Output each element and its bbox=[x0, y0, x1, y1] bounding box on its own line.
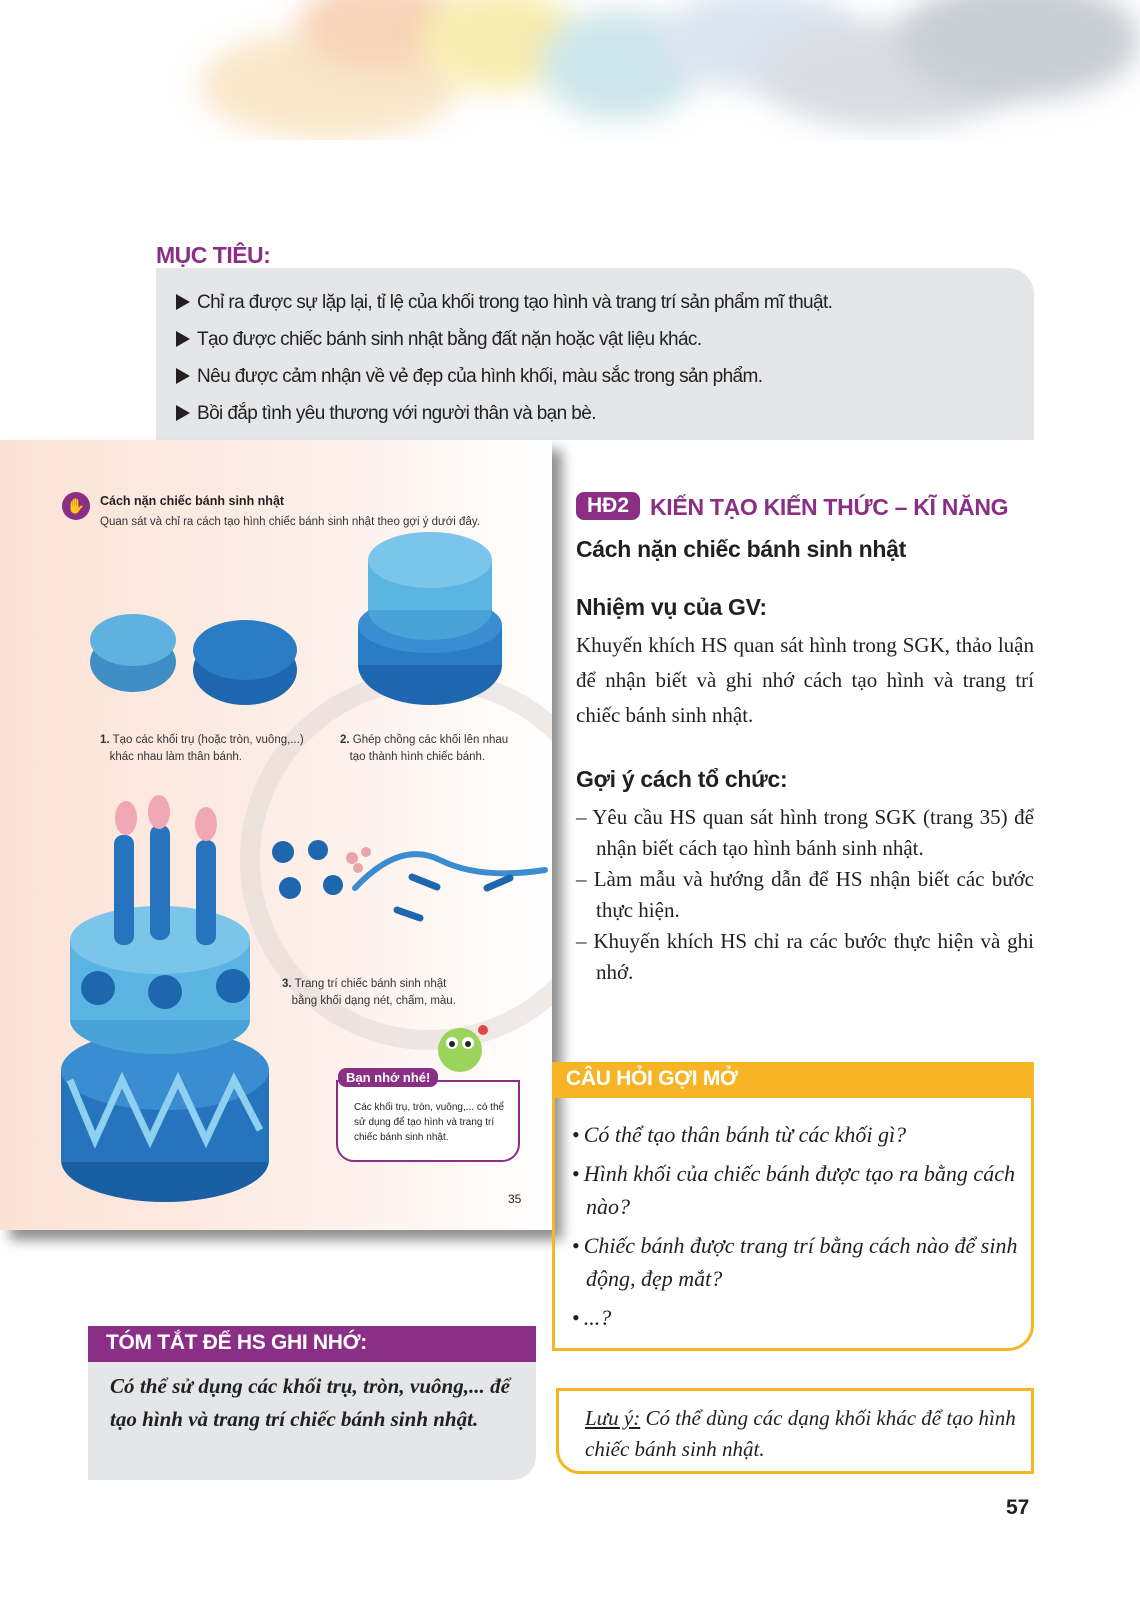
questions-header bbox=[552, 1062, 1034, 1098]
note-box bbox=[556, 1388, 1034, 1474]
hand-icon: ✋ bbox=[62, 492, 90, 520]
organization-item: – Làm mẫu và hướng dẫn để HS nhận biết các bước thực hiện. bbox=[576, 867, 1034, 922]
teacher-task-text: Khuyến khích HS quan sát hình trong SGK, thảo luận để nhận biết và ghi nhớ cách tạo hình và trang trí chiếc bánh sinh nhật. bbox=[576, 633, 1034, 727]
textbook-title: Cách nặn chiếc bánh sinh nhật bbox=[100, 494, 285, 508]
step-3-caption: 3. Trang trí chiếc bánh sinh nhật bằng khối dạng nét, chấm, màu. bbox=[282, 978, 456, 1007]
objectives-list bbox=[176, 292, 832, 440]
paint-splash-decoration bbox=[0, 0, 1140, 140]
summary-text: Có thể sử dụng các khối trụ, tròn, vuông,... để tạo hình và trang trí chiếc bánh sinh nhật. bbox=[88, 1362, 536, 1480]
arrow-bullet-icon bbox=[176, 368, 190, 384]
organization-item: – Yêu cầu HS quan sát hình trong SGK (trang 35) để nhận biết cách tạo hình bánh sinh nhật. bbox=[576, 805, 1034, 860]
question-item: • Có thể tạo thân bánh từ các khối gì? bbox=[572, 1118, 1022, 1151]
activity-subtitle: Cách nặn chiếc bánh sinh nhật bbox=[576, 536, 906, 562]
arrow-bullet-icon bbox=[176, 331, 190, 347]
textbook-page-number: 35 bbox=[508, 1192, 522, 1206]
note-text: Có thể dùng các dạng khối khác để tạo hình chiếc bánh sinh nhật. bbox=[585, 1406, 1016, 1461]
textbook-page-image bbox=[0, 440, 552, 1230]
step-1-caption: 1. Tạo các khối trụ (hoặc tròn, vuông,...) khác nhau làm thân bánh. bbox=[100, 734, 304, 763]
candle bbox=[114, 835, 134, 945]
objective-item: Bồi đắp tình yêu thương với người thân và bạn bè. bbox=[176, 403, 832, 440]
page-number: 57 bbox=[1006, 1496, 1030, 1519]
activity-badge: HĐ2 bbox=[576, 492, 640, 520]
objective-item: Nêu được cảm nhận về vẻ đẹp của hình khối, màu sắc trong sản phẩm. bbox=[176, 366, 832, 403]
reminder-badge: Bạn nhớ nhé! bbox=[338, 1068, 438, 1087]
teacher-task-title: Nhiệm vụ của GV: bbox=[576, 594, 767, 620]
organization-title: Gợi ý cách tổ chức: bbox=[576, 766, 788, 792]
activity-title: KIẾN TẠO KIẾN THỨC – KĨ NĂNG bbox=[650, 494, 1009, 520]
arrow-bullet-icon bbox=[176, 405, 190, 421]
note-label: Lưu ý: bbox=[585, 1406, 641, 1430]
objective-item: Tạo được chiếc bánh sinh nhật bằng đất nặn hoặc vật liệu khác. bbox=[176, 329, 832, 366]
summary-title: TÓM TẮT ĐỂ HS GHI NHỚ: bbox=[106, 1331, 367, 1354]
arrow-bullet-icon bbox=[176, 294, 190, 310]
questions-list bbox=[572, 1118, 1022, 1340]
mascot bbox=[438, 1028, 482, 1072]
organization-item: – Khuyến khích HS chỉ ra các bước thực hiện và ghi nhớ. bbox=[576, 929, 1034, 984]
objective-item: Chỉ ra được sự lặp lại, tỉ lệ của khối trong tạo hình và trang trí sản phẩm mĩ thuật. bbox=[176, 292, 832, 329]
question-item: • Hình khối của chiếc bánh được tạo ra bằng cách nào? bbox=[572, 1157, 1022, 1223]
questions-title: CÂU HỎI GỢI MỞ bbox=[566, 1067, 738, 1090]
step-2-caption: 2. Ghép chồng các khối lên nhau tạo thành hình chiếc bánh. bbox=[340, 734, 509, 763]
textbook-subtitle: Quan sát và chỉ ra cách tạo hình chiếc bánh sinh nhật theo gợi ý dưới đây. bbox=[100, 516, 480, 528]
organization-list bbox=[576, 802, 1034, 988]
summary-header bbox=[88, 1326, 536, 1362]
question-item: • ...? bbox=[572, 1301, 1022, 1334]
objectives-title: MỤC TIÊU: bbox=[156, 242, 271, 268]
question-item: • Chiếc bánh được trang trí bằng cách nào để sinh động, đẹp mắt? bbox=[572, 1229, 1022, 1295]
reminder-box: Các khối trụ, tròn, vuông,... có thể sử dụng để tạo hình và trang trí chiếc bánh sinh nhật. bbox=[336, 1080, 520, 1162]
